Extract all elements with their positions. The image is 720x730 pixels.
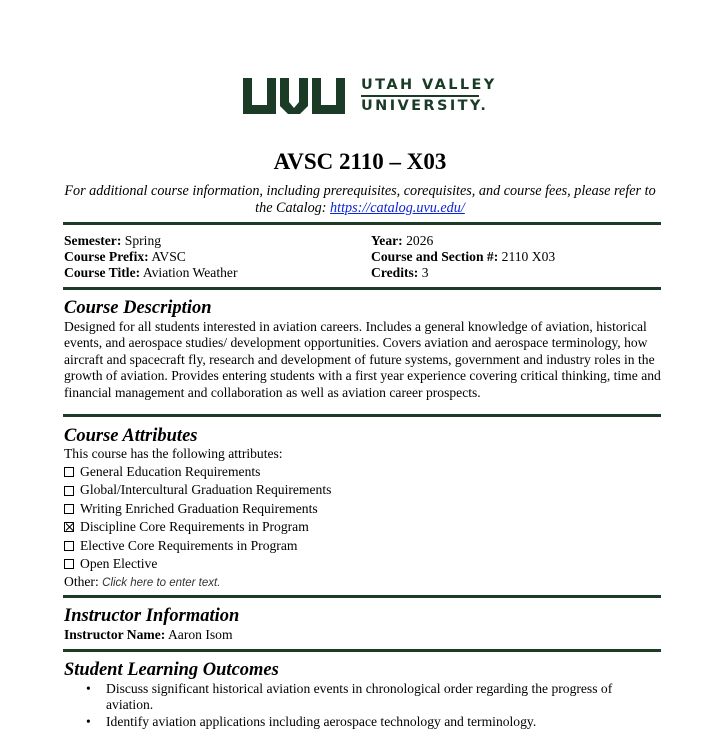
semester-value: Spring bbox=[124, 233, 162, 248]
course-title-label: Course Title: bbox=[64, 265, 141, 280]
course-attributes-heading: Course Attributes bbox=[64, 426, 198, 446]
divider-rule bbox=[63, 222, 661, 225]
year-row bbox=[371, 233, 555, 249]
learning-outcomes-heading: Student Learning Outcomes bbox=[64, 660, 279, 680]
prefix-label: Course Prefix: bbox=[64, 249, 149, 264]
prefix-value: AVSC bbox=[151, 249, 186, 264]
credits-label: Credits: bbox=[371, 265, 419, 280]
attribute-other bbox=[64, 573, 331, 592]
divider-rule bbox=[63, 414, 661, 417]
catalog-note bbox=[55, 183, 665, 217]
attribute-global-intercultural[interactable] bbox=[64, 481, 331, 499]
logo-wordmark bbox=[361, 78, 497, 114]
learning-outcomes-list bbox=[86, 681, 656, 730]
attribute-label: General Education Requirements bbox=[80, 464, 261, 479]
catalog-note-text: For additional course information, including prerequisites, corequisites, and course fees, please refer to the Catalog: bbox=[64, 183, 656, 216]
other-text-field[interactable]: Click here to enter text. bbox=[102, 577, 221, 590]
year-label: Year: bbox=[371, 233, 403, 248]
attribute-label: Global/Intercultural Graduation Requirements bbox=[80, 482, 332, 498]
divider-rule bbox=[63, 595, 661, 598]
prefix-row bbox=[64, 249, 237, 265]
instructor-name-value: Aaron Isom bbox=[167, 627, 233, 642]
outcome-text: Identify aviation applications including aerospace technology and terminology. bbox=[106, 713, 537, 729]
instructor-name-label: Instructor Name: bbox=[64, 627, 166, 642]
divider-rule bbox=[63, 649, 661, 652]
credits-value: 3 bbox=[421, 265, 429, 280]
bullet-icon: • bbox=[86, 713, 91, 729]
attribute-label: Writing Enriched Graduation Requirements bbox=[80, 500, 318, 516]
checkbox-unchecked-icon[interactable] bbox=[64, 559, 74, 569]
divider-rule bbox=[63, 287, 661, 290]
course-description-heading: Course Description bbox=[64, 298, 212, 318]
other-label: Other: bbox=[64, 574, 99, 590]
course-title-row bbox=[64, 265, 237, 281]
year-value: 2026 bbox=[406, 233, 434, 248]
logo-divider bbox=[361, 95, 479, 97]
credits-row bbox=[371, 265, 555, 281]
course-info-right bbox=[371, 233, 555, 281]
logo-line-utah-valley: UTAH VALLEY bbox=[361, 77, 497, 93]
checkbox-unchecked-icon[interactable] bbox=[64, 467, 74, 477]
instructor-name-row bbox=[64, 627, 664, 643]
attribute-general-education[interactable] bbox=[64, 463, 331, 481]
checkbox-unchecked-icon[interactable] bbox=[64, 486, 74, 496]
attribute-label: Discipline Core Requirements in Program bbox=[80, 519, 309, 535]
outcome-item bbox=[86, 714, 656, 730]
attributes-intro: This course has the following attributes: bbox=[64, 446, 283, 461]
uvu-logo bbox=[243, 76, 497, 116]
bullet-icon: • bbox=[86, 681, 91, 696]
semester-row bbox=[64, 233, 237, 249]
course-description-text: Designed for all students interested in aviation careers. Includes a general knowledge of aviation, historical events, and aerospace studies/ development opportunities. Covers aviation and aerospace terminology, how aircraft and spacecraft fly, research and development of future systems, government and industry roles in the growth of aviation. Provides entering students with a first year experience covering critical thinking, time and financial management and collaboration as well as aviation career prospects. bbox=[64, 319, 661, 400]
attribute-open-elective[interactable] bbox=[64, 555, 331, 573]
outcome-text: Discuss significant historical aviation events in chronological order regarding the progress of aviation. bbox=[106, 681, 613, 713]
checkbox-unchecked-icon[interactable] bbox=[64, 541, 74, 551]
attribute-elective-core[interactable] bbox=[64, 537, 331, 555]
section-label: Course and Section #: bbox=[371, 249, 499, 264]
course-info-left bbox=[64, 233, 237, 281]
section-value: 2110 X03 bbox=[501, 249, 556, 264]
instructor-information-heading: Instructor Information bbox=[64, 606, 240, 626]
logo-line-university: UNIVERSITY. bbox=[361, 98, 489, 114]
attribute-label: Elective Core Requirements in Program bbox=[80, 537, 298, 553]
attribute-label: Open Elective bbox=[80, 556, 158, 572]
uvu-logo-mark-icon bbox=[243, 78, 353, 114]
attribute-discipline-core[interactable] bbox=[64, 518, 331, 536]
attribute-writing-enriched[interactable] bbox=[64, 500, 331, 518]
checkbox-unchecked-icon[interactable] bbox=[64, 504, 74, 514]
catalog-link[interactable]: https://catalog.uvu.edu/ bbox=[330, 200, 465, 216]
attributes-list bbox=[64, 463, 331, 593]
section-row bbox=[371, 249, 555, 265]
course-title-value: Aviation Weather bbox=[142, 265, 238, 280]
outcome-item bbox=[86, 681, 656, 714]
checkbox-checked-icon[interactable] bbox=[64, 522, 74, 532]
semester-label: Semester: bbox=[64, 233, 122, 248]
page-title: AVSC 2110 – X03 bbox=[273, 149, 447, 174]
